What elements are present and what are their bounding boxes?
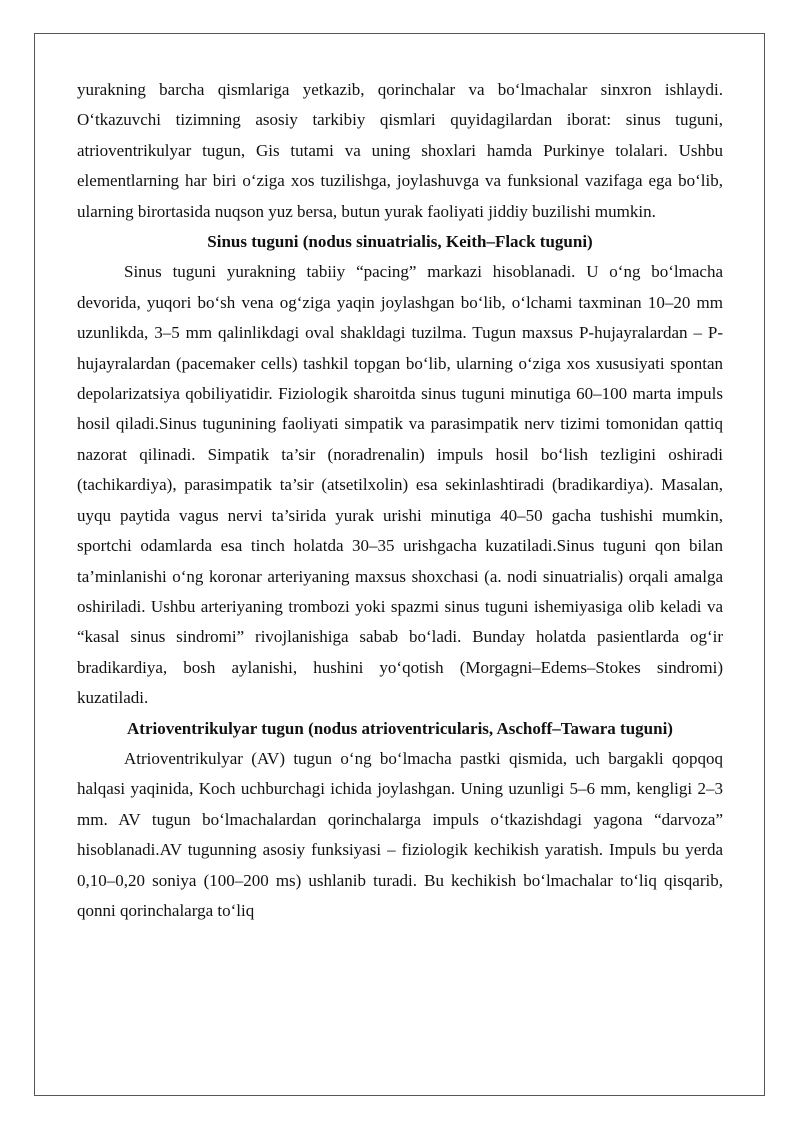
section-heading-av-node: Atrioventrikulyar tugun (nodus atrioventricularis, Aschoff–Tawara tuguni) xyxy=(127,718,673,738)
paragraph-av-node: Atrioventrikulyar (AV) tugun o‘ng bo‘lmacha pastki qismida, uch bargakli qopqoq halqasi yaqinida, Koch uchburchagi ichida joylashgan. Uning uzunligi 5–6 mm, kengligi 2–3 mm. AV tugun bo‘lmachalardan qorinchalarga impuls o‘tkazishdagi yagona “darvoza” hisoblanadi.AV tugunning asosiy funksiyasi – fiziologik kechikish yaratish. Impuls bu yerda 0,10–0,20 soniya (100–200 ms) ushlanib turadi. Bu kechikish bo‘lmachalar to‘liq qisqarib, qonni qorinchalarga to‘liq xyxy=(77,748,723,920)
paragraph-intro-continuation: yurakning barcha qismlariga yetkazib, qorinchalar va bo‘lmachalar sinxron ishlaydi. O‘tkazuvchi tizimning asosiy tarkibiy qismlari quyidagilardan iborat: sinus tuguni, atrioventrikulyar tugun, Gis tutami va uning shoxlari hamda Purkinye tolalari. Ushbu elementlarning har biri o‘ziga xos tuzilishga, joylashuvga va funksional vazifaga ega bo‘lib, ularning birortasida nuqson yuz bersa, butun yurak faoliyati jiddiy buzilishi mumkin. xyxy=(77,80,723,221)
section-heading-sinus-node: Sinus tuguni (nodus sinuatrialis, Keith–Flack tuguni) xyxy=(207,232,593,252)
paragraph-sinus-node: Sinus tuguni yurakning tabiiy “pacing” markazi hisoblanadi. U o‘ng bo‘lmacha devorida, yuqori bo‘sh vena og‘ziga yaqin joylashgan bo‘lib, o‘lchami taxminan 10–20 mm uzunlikda, 3–5 mm qalinlikdagi oval shakldagi tuzilma. Tugun maxsus P-hujayralardan – P-hujayralardan (pacemaker cells) tashkil topgan bo‘lib, ularning o‘ziga xos xususiyati spontan depolarizatsiya qobiliyatidir. Fiziologik sharoitda sinus tuguni minutiga 60–100 marta impuls hosil qiladi.Sinus tugunining faoliyati simpatik va parasimpatik nerv tizimi tomonidan qattiq nazorat qilinadi. Simpatik ta’sir (noradrenalin) impuls hosil bo‘lish tezligini oshiradi (tachikardiya), parasimpatik ta’sir (atsetilxolin) esa sekinlashtiradi (bradikardiya). Masalan, uyqu paytida vagus nervi ta’sirida yurak urishi minutiga 40–50 gacha tushishi mumkin, sportchi odamlarda esa tinch holatda 30–35 urishgacha kuzatiladi.Sinus tuguni qon bilan ta’minlanishi o‘ng koronar arteriyaning maxsus shoxchasi (a. nodi sinuatrialis) orqali amalga oshiriladi. Ushbu arteriyaning trombozi yoki spazmi sinus tuguni ishemiyasiga olib keladi va “kasal sinus sindromi” rivojlanishiga sabab bo‘ladi. Bunday holatda pasientlarda og‘ir bradikardiya, bosh aylanishi, hushini yo‘qotish (Morgagni–Edems–Stokes sindromi) kuzatiladi. xyxy=(77,262,723,708)
document-body xyxy=(77,75,723,926)
